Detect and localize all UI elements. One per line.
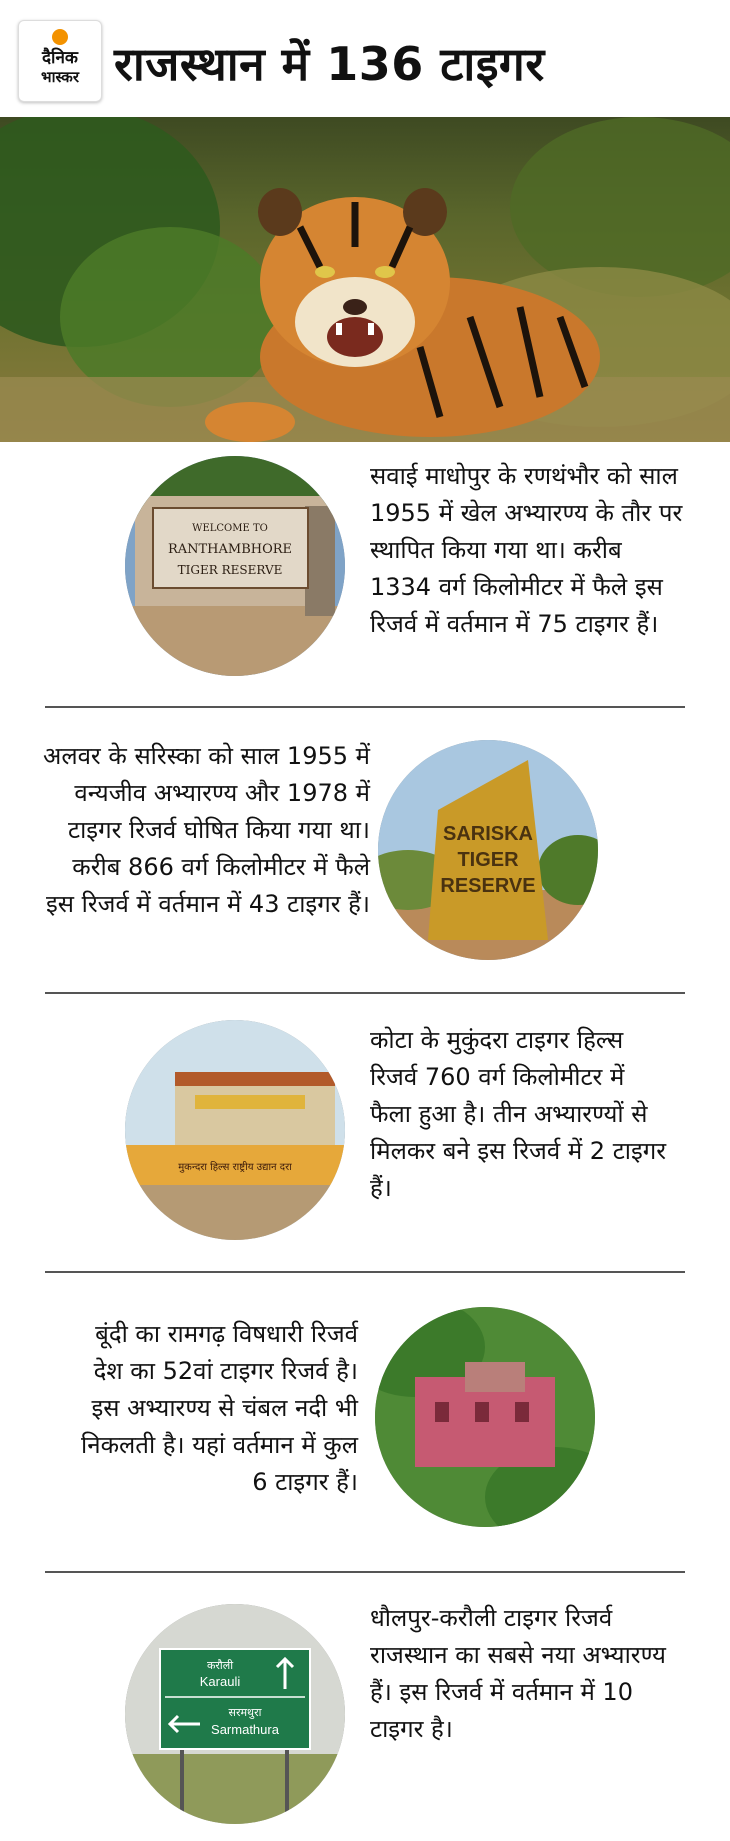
dainik-bhaskar-logo [18, 20, 102, 102]
tiger-illustration [0, 117, 730, 442]
logo-text-line2: भास्कर [41, 68, 79, 86]
sariska-sign-line3: RESERVE [440, 875, 536, 897]
hero-tiger-image [0, 117, 730, 442]
dholpur-karauli-text: धौलपुर-करौली टाइगर रिजर्व राजस्थान का सबसे नया अभ्यारण्य हैं। इस रिजर्व में वर्तमान में 10 टाइगर है। [370, 1604, 666, 1743]
dholpur-sign-line4: Sarmathura [211, 1722, 279, 1737]
logo-text-line1: दैनिक [42, 48, 78, 68]
dholpur-sign-line2: Karauli [199, 1674, 241, 1689]
page-title: राजस्थान में 136 टाइगर [114, 37, 545, 91]
ramgarh-photo [375, 1307, 595, 1527]
ranthambhore-sign-line3: TIGER RESERVE [177, 563, 283, 577]
sun-dot-icon [52, 29, 68, 45]
header [0, 0, 730, 115]
ranthambhore-text: सवाई माधोपुर के रणथंभौर को साल 1955 में खेल अभ्यारण्य के तौर पर स्थापित किया गया था। करीब 1334 वर्ग किलोमीटर में फैले इस रिजर्व में वर्तमान में 75 टाइगर हैं। [370, 462, 683, 638]
dholpur-karauli-photo [125, 1604, 345, 1824]
mukundra-photo [125, 1020, 345, 1240]
dholpur-sign-line1: करौली [206, 1659, 234, 1672]
divider [45, 706, 685, 708]
divider [45, 1571, 685, 1573]
divider [45, 1271, 685, 1273]
ramgarh-text: बूंदी का रामगढ़ विषधारी रिजर्व देश का 52वां टाइगर रिजर्व है। इस अभ्यारण्य से चंबल नदी भी निकलती है। यहां वर्तमान में कुल 6 टाइगर हैं। [81, 1320, 358, 1496]
dholpur-sign-line3: सरमथुरा [228, 1706, 262, 1719]
sariska-sign-line2: TIGER [457, 849, 519, 871]
mukundra-sign-text: मुकन्दरा हिल्स राष्ट्रीय उद्यान दरा [178, 1162, 292, 1173]
ranthambhore-photo [125, 456, 345, 676]
divider [45, 992, 685, 994]
sariska-photo [378, 740, 598, 960]
sariska-sign-line1: SARISKA [442, 823, 534, 845]
ranthambhore-sign-line1: WELCOME TO [192, 523, 268, 534]
mukundra-text: कोटा के मुकुंदरा टाइगर हिल्स रिजर्व 760 वर्ग किलोमीटर में फैला हुआ है। तीन अभ्यारण्यों से मिलकर बने इस रिजर्व में 2 टाइगर हैं। [370, 1026, 667, 1202]
sariska-text: अलवर के सरिस्का को साल 1955 में वन्यजीव अभ्यारण्य और 1978 में टाइगर रिजर्व घोषित किया गया था। करीब 866 वर्ग किलोमीटर में फैले इस रिजर्व में वर्तमान में 43 टाइगर हैं। [42, 742, 370, 918]
ranthambhore-sign-line2: RANTHAMBHORE [167, 542, 293, 557]
